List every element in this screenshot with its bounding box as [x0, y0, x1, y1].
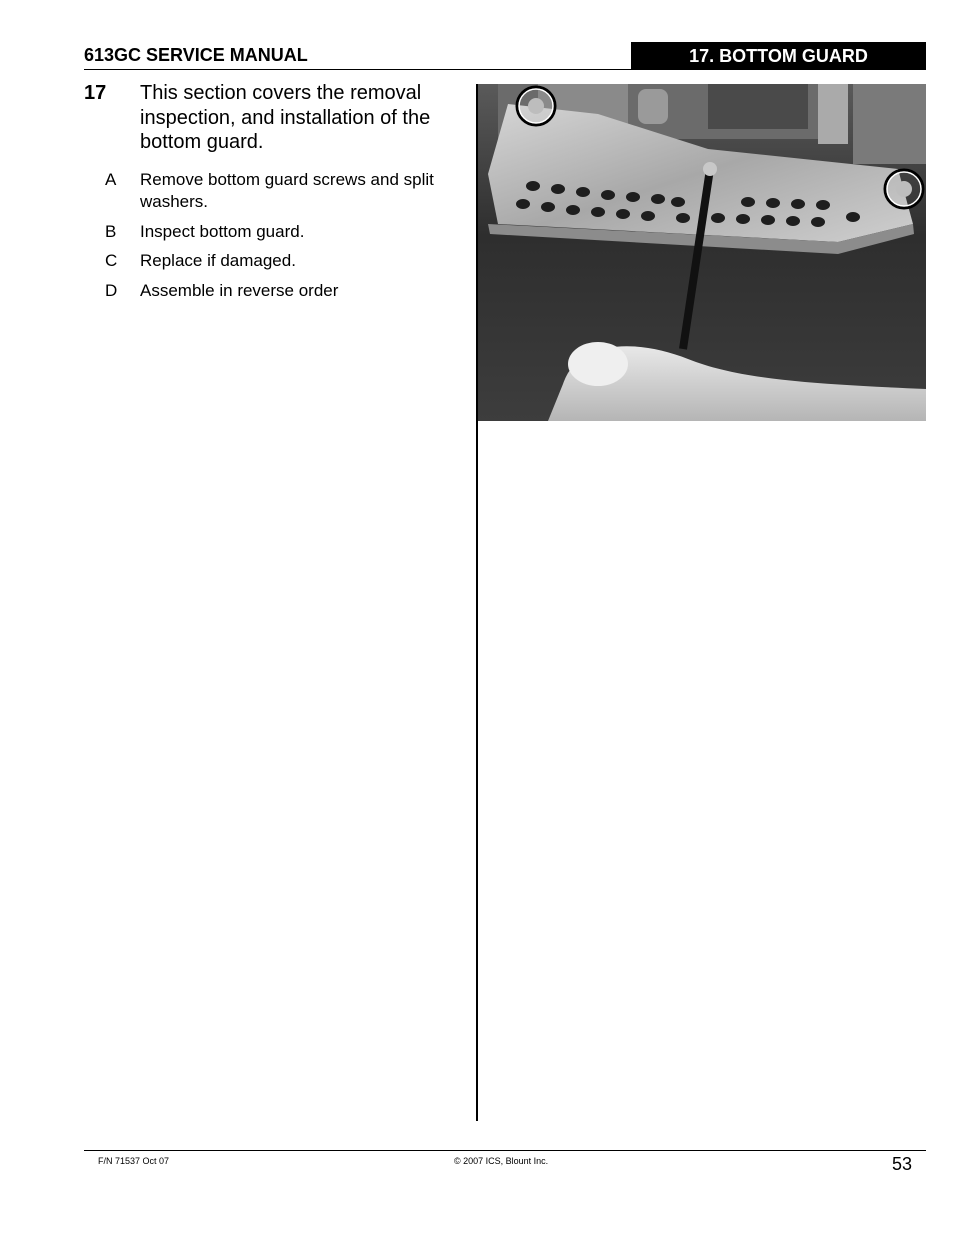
section-number: 17 — [84, 82, 107, 104]
step-text-c: Replace if damaged. — [140, 251, 296, 270]
footer-copyright: © 2007 ICS, Blount Inc. — [454, 1156, 549, 1166]
step-letter-d: D — [105, 281, 118, 300]
header-divider — [84, 69, 632, 70]
section-label: 17. BOTTOM GUARD — [631, 42, 926, 70]
step-text-d: Assemble in reverse order — [140, 281, 339, 300]
step-letter-b: B — [105, 222, 117, 241]
manual-title: 613GC SERVICE MANUAL — [84, 45, 308, 65]
step-letter-a: A — [105, 170, 117, 189]
page-number: 53 — [891, 1154, 912, 1174]
step-letter-c: C — [105, 251, 118, 270]
bottom-guard-photo — [478, 84, 926, 421]
step-text-a: Remove bottom guard screws and split washers. — [140, 170, 434, 211]
footer-divider — [84, 1150, 926, 1151]
footer-part-number: F/N 71537 Oct 07 — [98, 1156, 170, 1166]
section-intro: This section covers the removal inspection, and installation of the bottom guard. — [140, 82, 431, 153]
step-text-b: Inspect bottom guard. — [140, 222, 305, 241]
photo-bottom-guard-removal-icon — [478, 84, 926, 421]
